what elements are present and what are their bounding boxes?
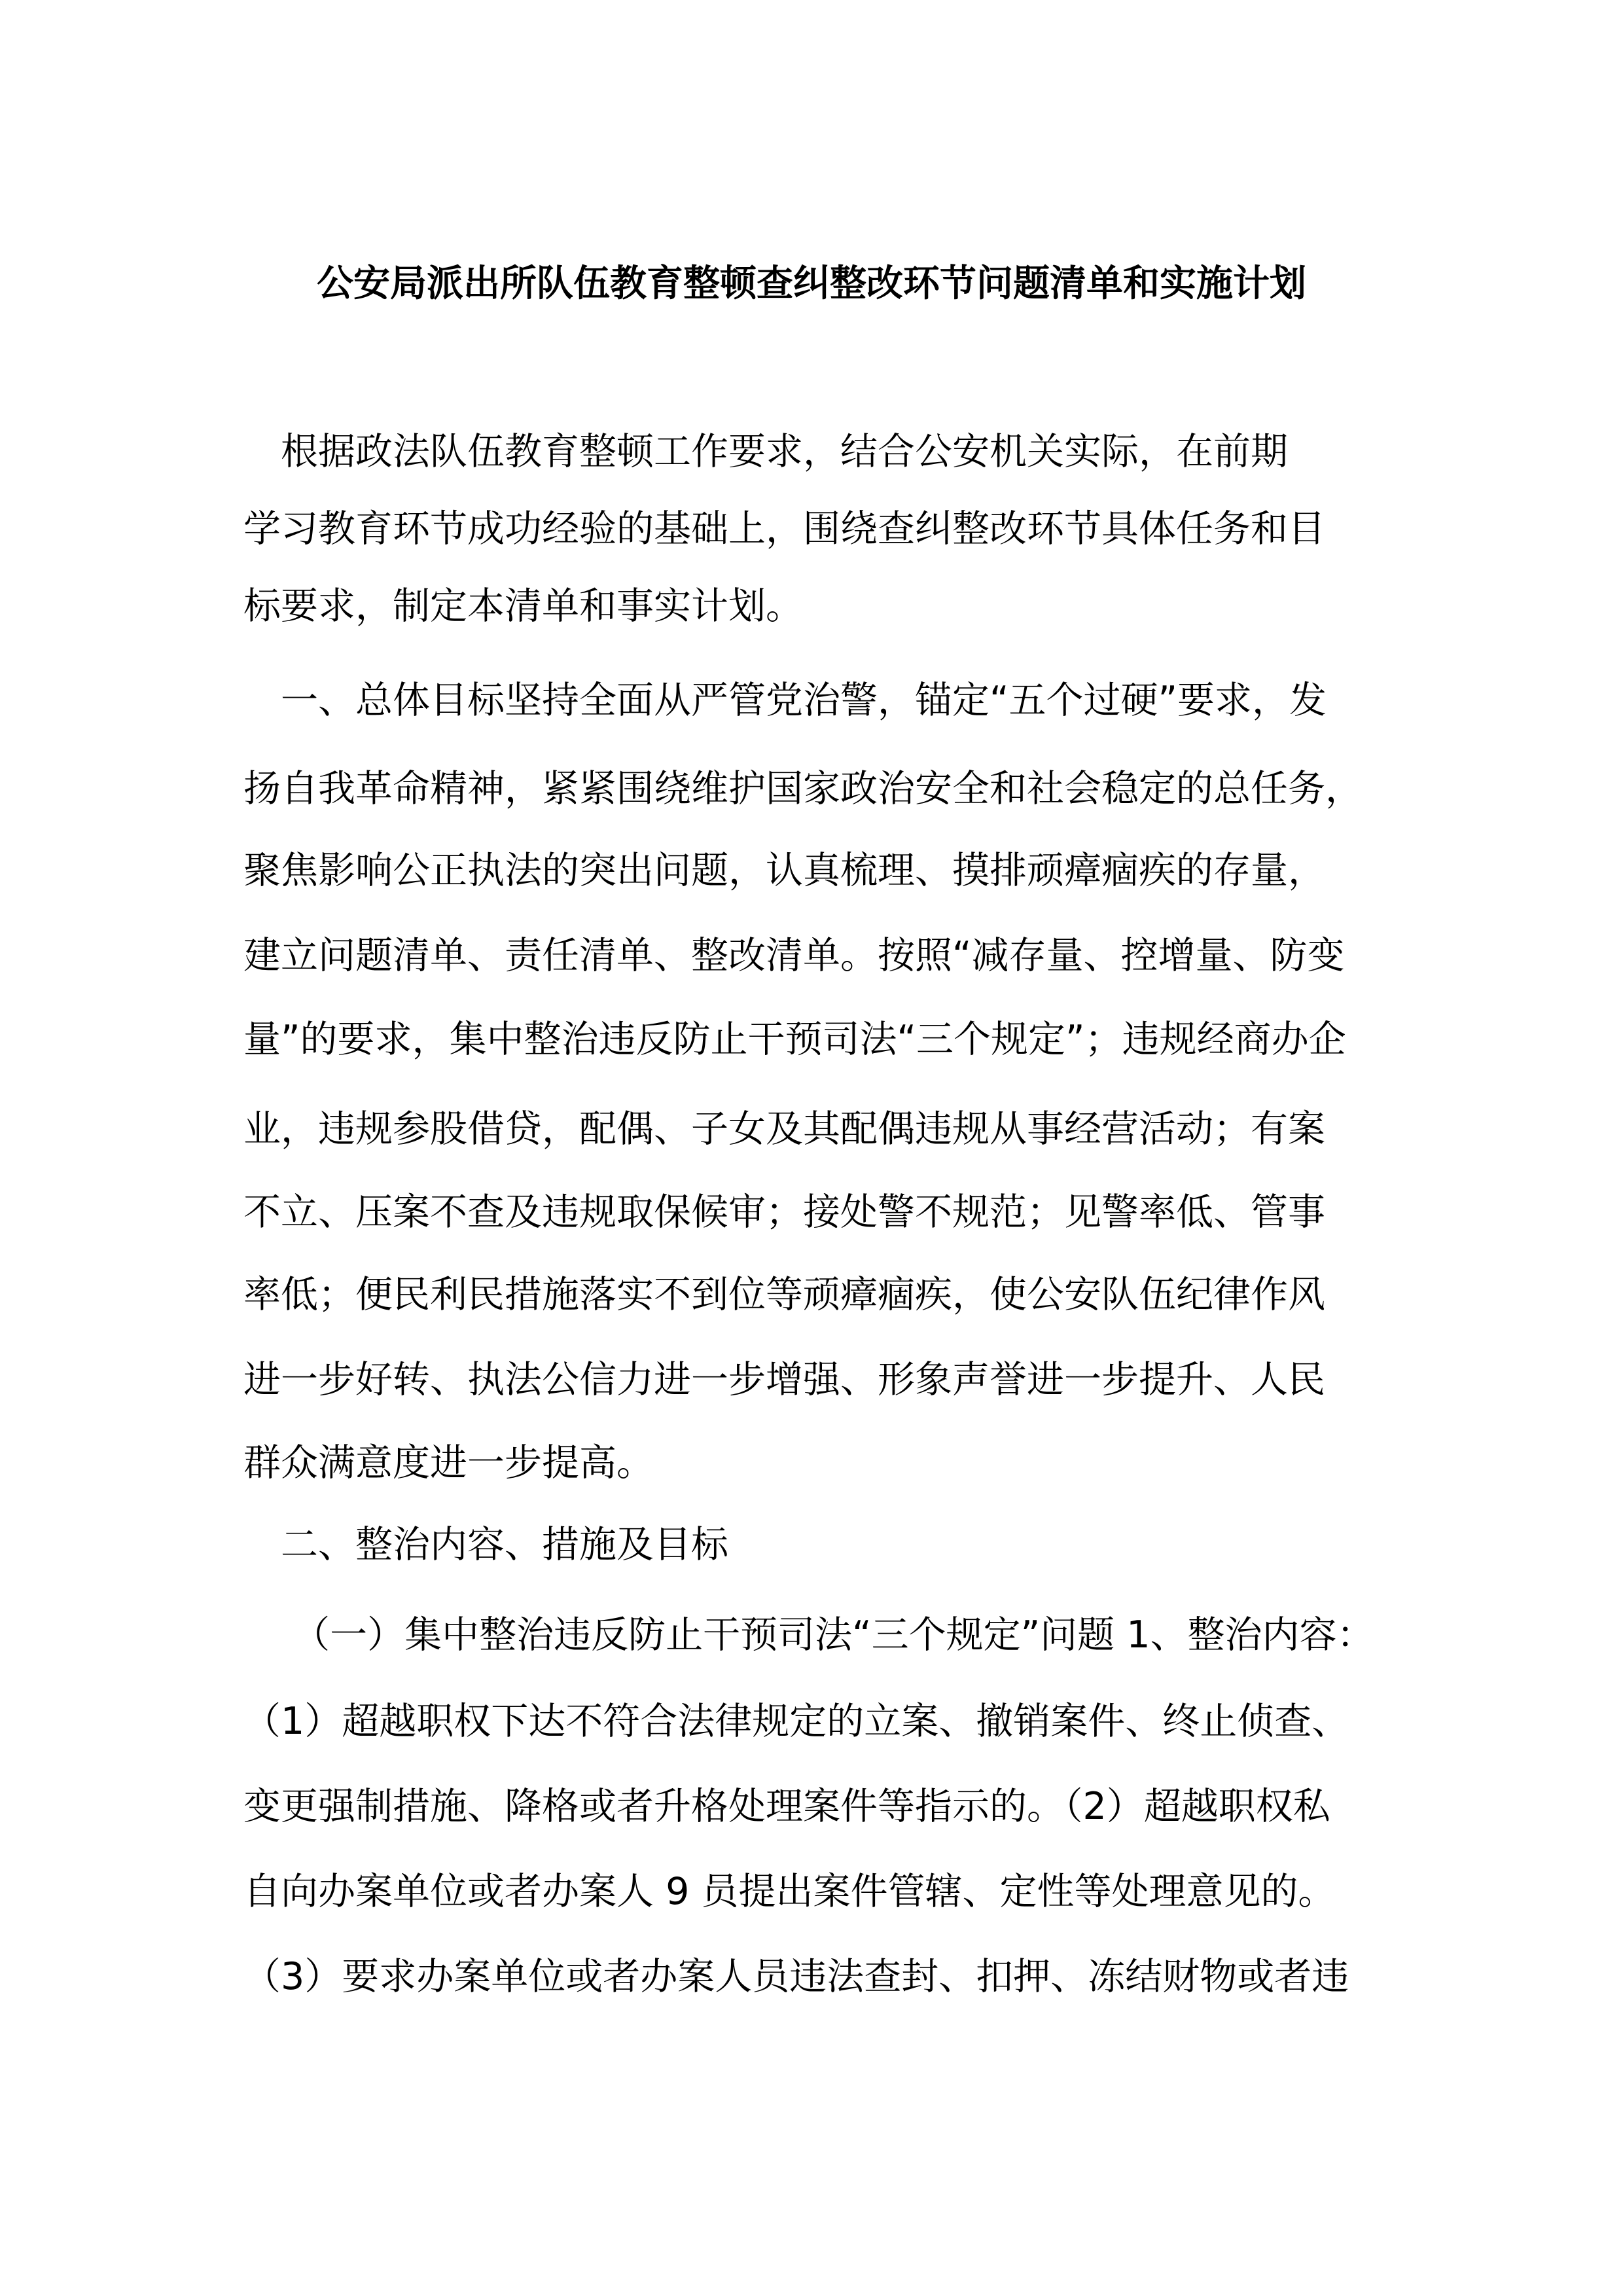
body-line: 建立问题清单、责任清单、整改清单。按照“减存量、控增量、防变 [243, 934, 1345, 977]
body-line: 群众满意度进一步提高。 [243, 1441, 654, 1484]
body-line: 变更强制措施、降格或者升格处理案件等指示的。（2）超越职权私 [243, 1785, 1330, 1828]
body-line: 量”的要求，集中整治违反防止干预司法“三个规定”；违规经商办企 [243, 1018, 1346, 1061]
body-line: 学习教育环节成功经验的基础上，围绕查纠整改环节具体任务和目 [243, 507, 1325, 550]
body-line: 聚焦影响公正执法的突出问题，认真梳理、摸排顽瘴痼疾的存量， [243, 849, 1325, 892]
body-line: 自向办案单位或者办案人 9 员提出案件管辖、定性等处理意见的。 [243, 1870, 1336, 1913]
body-line: 业，违规参股借贷，配偶、子女及其配偶违规从事经营活动；有案 [243, 1107, 1325, 1151]
body-line: 率低；便民利民措施落实不到位等顽瘴痼疾，使公安队伍纪律作风 [243, 1273, 1325, 1316]
body-line: 二、整治内容、措施及目标 [243, 1523, 728, 1566]
body-line: 标要求，制定本清单和事实计划。 [243, 584, 803, 628]
body-line: 不立、压案不查及违规取保候审；接处警不规范；见警率低、管事 [243, 1191, 1325, 1234]
document-title: 公安局派出所队伍教育整顿查纠整改环节问题清单和实施计划 [317, 262, 1306, 305]
body-line: （3）要求办案单位或者办案人员违法查封、扣押、冻结财物或者违 [243, 1955, 1349, 1998]
body-line: （1）超越职权下达不符合法律规定的立案、撤销案件、终止侦查、 [243, 1700, 1349, 1743]
body-line: 一、总体目标坚持全面从严管党治警，锚定“五个过硬”要求，发 [243, 679, 1327, 722]
body-line: 进一步好转、执法公信力进一步增强、形象声誉进一步提升、人民 [243, 1358, 1325, 1401]
body-line: 根据政法队伍教育整顿工作要求，结合公安机关实际，在前期 [243, 430, 1288, 473]
body-line: 扬自我革命精神，紧紧围绕维护国家政治安全和社会稳定的总任务， [243, 767, 1363, 810]
body-line: （一）集中整治违反防止干预司法“三个规定”问题 1、整治内容： [243, 1613, 1374, 1657]
